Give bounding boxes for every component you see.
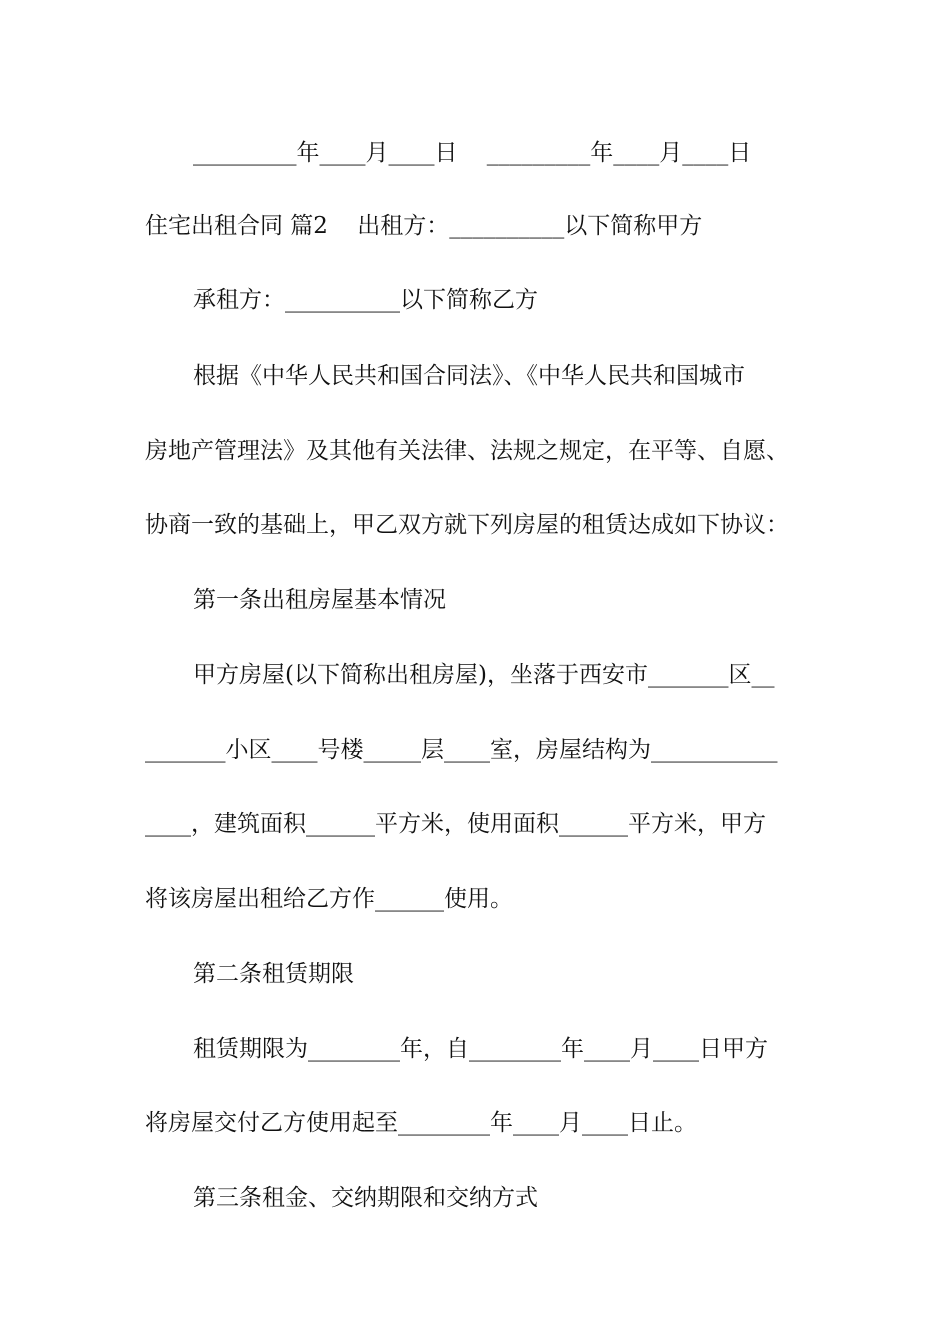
article-2-heading: 第二条租赁期限 (193, 961, 354, 987)
article-1-heading: 第一条出租房屋基本情况 (193, 587, 446, 613)
preamble-line-1: 根据《中华人民共和国合同法》、《中华人民共和国城市 (193, 363, 745, 389)
article-1-line-1: 甲方房屋(以下简称出租房屋)，坐落于西安市_______区__ (193, 662, 775, 688)
article-3-heading: 第三条租金、交纳期限和交纳方式 (193, 1185, 538, 1211)
preamble-line-2: 房地产管理法》及其他有关法律、法规之规定，在平等、自愿、 (145, 438, 789, 464)
lessee-line: 承租方：__________以下简称乙方 (193, 287, 538, 313)
article-1-line-4: 将该房屋出租给乙方作______使用。 (145, 886, 513, 912)
signature-date-line: _________年____月____日 _________年____月____日 (193, 140, 752, 166)
article-2-line-1: 租赁期限为________年，自________年____月____日甲方 (193, 1036, 768, 1062)
article-2-line-2: 将房屋交付乙方使用起至________年____月____日止。 (145, 1110, 697, 1136)
article-1-line-2: _______小区____号楼_____层____室，房屋结构为___________ (145, 737, 778, 763)
article-1-line-3: ____，建筑面积______平方米，使用面积______平方米，甲方 (145, 811, 766, 837)
preamble-line-3: 协商一致的基础上，甲乙双方就下列房屋的租赁达成如下协议： (145, 512, 789, 538)
contract-title-lessor-line: 住宅出租合同 篇2 出租方：__________以下简称甲方 (145, 213, 703, 239)
